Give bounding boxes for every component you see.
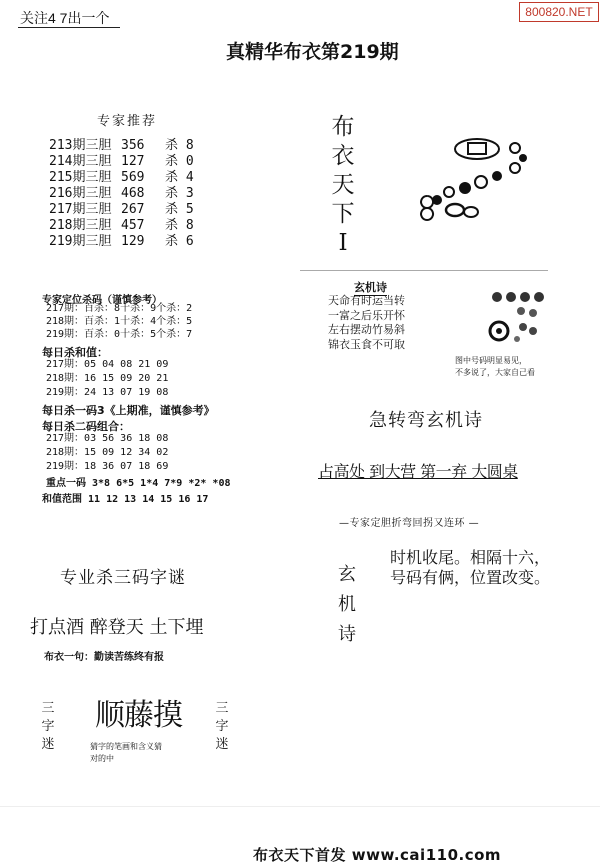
kill-number: 杀 5	[165, 202, 194, 217]
gall-numbers: 127	[121, 154, 145, 169]
list-item	[49, 154, 195, 170]
page-title: 真精华布衣第219期	[226, 41, 399, 63]
expert-panel-title: 专家推荐	[97, 114, 158, 129]
list-item: 217期：百杀：8十杀：9个杀：2	[46, 303, 193, 314]
period-label: 214期三胆	[49, 154, 112, 169]
list-item: 218期：百杀：1十杀：4个杀：5	[46, 316, 193, 327]
daily-one-title: 每日杀一码3《上期准，谨慎参考》	[42, 404, 215, 417]
hidden-number-sketch	[415, 130, 535, 230]
urgent-turn-title: 急转弯玄机诗	[369, 410, 483, 431]
list-item	[49, 186, 195, 202]
buyi-saying: 布衣一句：勤读苦练终有报	[44, 652, 164, 663]
list-item	[49, 202, 195, 218]
kill-number: 杀 6	[165, 234, 194, 249]
position-kill-title: 专家定位杀码（谨慎参考）	[42, 295, 162, 306]
kill-number: 杀 8	[165, 218, 194, 233]
list-item	[49, 234, 195, 250]
list-item	[49, 170, 195, 186]
poem-line: 天命有时运当转	[328, 294, 405, 307]
divider	[0, 806, 600, 807]
poem-line: 锦衣玉食不可取	[328, 337, 405, 351]
bu-tian-xia-vertical: 布 衣 天 下 I	[331, 114, 355, 256]
xuan-ji-vertical: 玄 机 诗	[338, 564, 356, 645]
daily-sum-rows	[46, 358, 168, 400]
poem-line: 左右摆动竹易斜	[328, 323, 405, 336]
period-label: 213期三胆	[49, 138, 112, 153]
daily-pair-title: 每日杀二码组合：	[42, 420, 130, 433]
footer-site[interactable]: 布衣天下首发 www.cai110.com	[253, 846, 502, 864]
highlight-line: 占高处 到大营 第一弃 大圆桌	[318, 462, 518, 481]
riddle-line: 打点酒 醉登天 土下埋	[30, 617, 204, 638]
expert-kill-list	[49, 138, 195, 250]
list-item: 219期：百杀：0十杀：5个杀：7	[46, 329, 193, 340]
xuan-ji-text: 时机收尾。相隔十六， 号码有俩，位置改变。	[390, 548, 551, 587]
gall-numbers: 457	[121, 218, 145, 233]
kill-number: 杀 4	[165, 170, 194, 185]
kill-number: 杀 8	[165, 138, 194, 153]
balls-figure	[487, 289, 549, 351]
list-item: 218期：16 15 09 20 21	[46, 373, 169, 384]
riddle-big-text: 顺藤摸	[95, 698, 182, 733]
list-item: 217期：03 56 36 18 08	[46, 433, 169, 444]
period-label: 215期三胆	[49, 170, 112, 185]
expert-divider: —专家定胆折弯回拐又连环 —	[339, 518, 480, 529]
top-note: 关注4 7出一个	[20, 10, 110, 26]
period-label: 217期三胆	[49, 202, 112, 217]
sum-range: 和值范围 11 12 13 14 15 16 17	[42, 494, 209, 505]
riddle-note: 猜字的笔画和含义猜 对的中	[90, 742, 162, 763]
gall-numbers: 267	[121, 202, 145, 217]
site-badge[interactable]: 800820.NET	[519, 2, 599, 22]
gall-numbers: 129	[121, 234, 145, 249]
position-kill-rows	[46, 302, 192, 341]
gall-numbers: 356	[121, 138, 145, 153]
poem-line: 一富之后乐开怀	[328, 308, 405, 322]
kill-number: 杀 3	[165, 186, 194, 201]
list-item	[49, 138, 195, 154]
divider	[300, 270, 548, 271]
list-item: 219期：24 13 07 19 08	[46, 387, 169, 398]
list-item	[49, 218, 195, 234]
top-note-underline	[18, 27, 120, 28]
key-single: 重点一码 3*8 6*5 1*4 7*9 *2* *08	[46, 478, 231, 489]
hint-text: 图中号码明显易见， 不多说了，大家自己看	[455, 356, 535, 377]
period-label: 219期三胆	[49, 234, 112, 249]
riddle-title: 专业杀三码字谜	[60, 568, 186, 588]
gall-numbers: 468	[121, 186, 145, 201]
mystic-poem-title: 玄机诗	[354, 281, 387, 294]
mystic-poem	[328, 294, 405, 352]
daily-pair-rows	[46, 432, 168, 474]
three-char-riddle-right: 三 字 迷	[215, 701, 229, 752]
list-item: 219期：18 36 07 18 69	[46, 461, 169, 472]
period-label: 216期三胆	[49, 186, 112, 201]
kill-number: 杀 0	[165, 154, 194, 169]
list-item: 218期：15 09 12 34 02	[46, 447, 169, 458]
daily-sum-title: 每日杀和值：	[42, 346, 108, 359]
three-char-riddle-left: 三 字 迷	[41, 701, 55, 752]
list-item: 217期：05 04 08 21 09	[46, 359, 169, 370]
period-label: 218期三胆	[49, 218, 112, 233]
gall-numbers: 569	[121, 170, 145, 185]
